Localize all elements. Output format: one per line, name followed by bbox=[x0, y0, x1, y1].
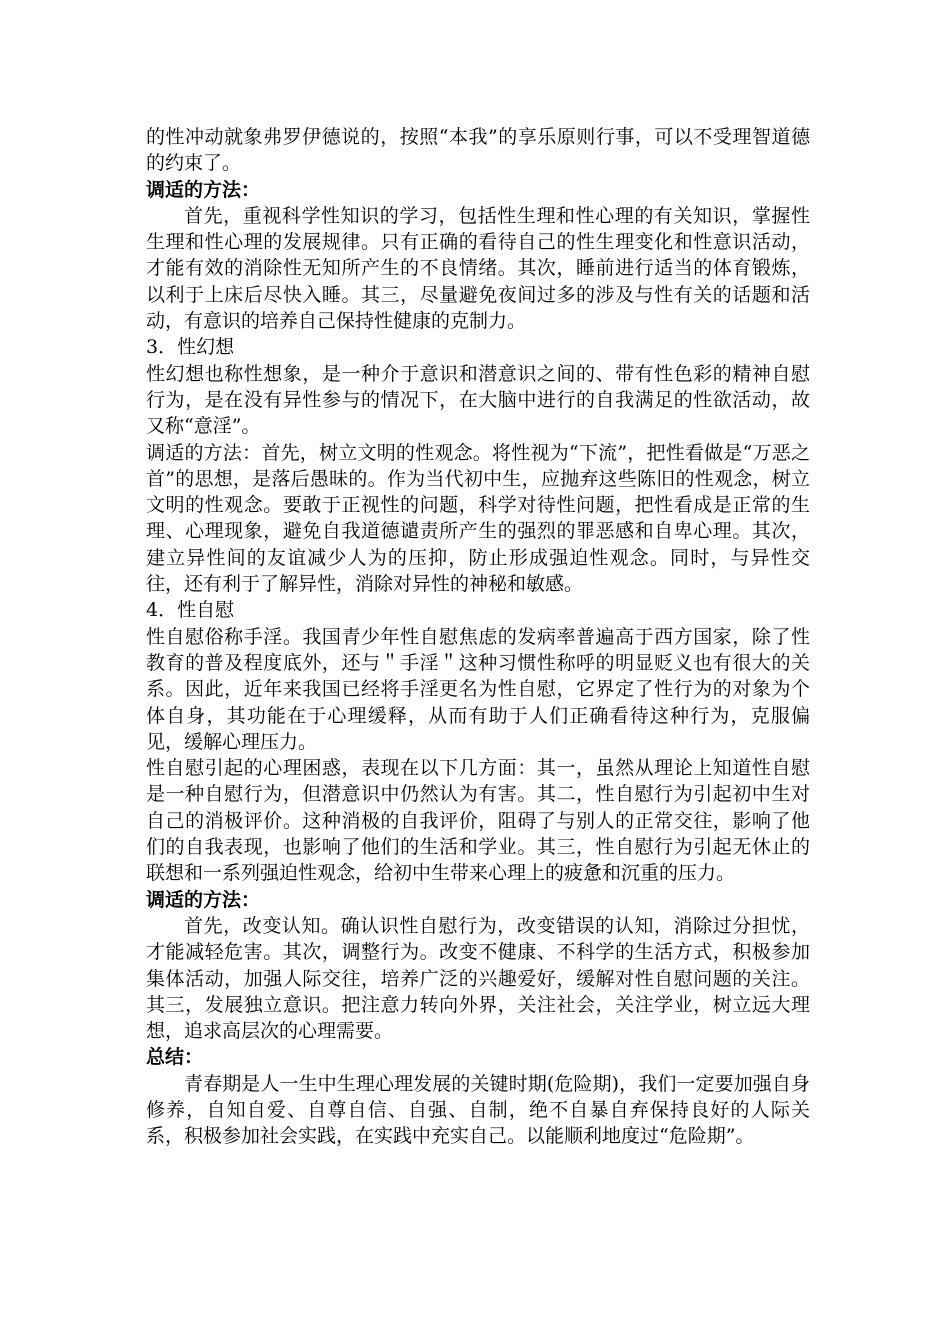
paragraph-masturbation-confusion: 性自慰引起的心理困惑，表现在以下几方面：其一，虽然从理论上知道性自慰是一种自慰行为，但潜意识中仍然认为有害。其二，性自慰行为引起初中生对自己的消极评价。这种消极的自我评价，阻碍了与别人的正常交往，影响了他们的自我表现，也影响了他们的生活和学业。其三，性自慰行为引起无休止的联想和一系列强迫性观念，给初中生带来心理上的疲惫和沉重的压力。 bbox=[146, 757, 810, 885]
section-heading-adjustment-methods: 调适的方法： bbox=[146, 178, 261, 201]
paragraph-summary: 青春期是人一生中生理心理发展的关键时期(危险期)，我们一定要加强自身修养，自知自爱、自尊自信、自强、自制，绝不自暴自弃保持良好的人际关系，积极参加社会实践，在实践中充实自己。以能顺利地度过“危险期”。 bbox=[146, 1072, 810, 1148]
paragraph-sexual-fantasy-adjustment: 调适的方法：首先，树立文明的性观念。将性视为“下流”，把性看做是“万恶之首”的思想，是落后愚昧的。作为当代初中生，应抛弃这些陈旧的性观念，树立文明的性观念。要敢于正视性的问题，科学对待性问题，把性看成是正常的生理、心理现象，避免自我道德谴责所产生的强烈的罪恶感和自卑心理。其次，建立异性间的友谊减少人为的压抑，防止形成强迫性观念。同时，与异性交往，还有利于了解异性，消除对异性的神秘和敏感。 bbox=[146, 441, 810, 596]
paragraph-adjustment-methods-2: 首先，改变认知。确认识性自慰行为，改变错误的认知，消除过分担忧，才能减轻危害。其次，调整行为。改变不健康、不科学的生活方式，积极参加集体活动，加强人际交往，培养广泛的兴趣爱好，缓解对性自慰问题的关注。其三，发展独立意识。把注意力转向外界，关注社会，关注学业，树立远大理想，追求高层次的心理需要。 bbox=[146, 914, 810, 1043]
section-title-sexual-fantasy: 3．性幻想 bbox=[146, 336, 235, 359]
paragraph-masturbation-definition: 性自慰俗称手淫。我国青少年性自慰焦虑的发病率普遍高于西方国家，除了性教育的普及程度底外，还与＂手淫＂这种习惯性称呼的明显贬义也有很大的关系。因此，近年来我国已经将手淫更名为性自慰，它界定了性行为的对象为个体自身，其功能在于心理缓释，从而有助于人们正确看待这种行为，克服偏见，缓解心理压力。 bbox=[146, 625, 810, 753]
document-page bbox=[146, 124, 810, 1150]
section-heading-summary: 总结： bbox=[146, 1046, 204, 1069]
section-title-masturbation: 4．性自慰 bbox=[146, 599, 235, 622]
section-heading-adjustment-methods-2: 调适的方法： bbox=[146, 888, 261, 911]
paragraph-sexual-fantasy-definition: 性幻想也称性想象，是一种介于意识和潜意识之间的、带有性色彩的精神自慰行为，是在没有异性参与的情况下，在大脑中进行的自我满足的性欲活动，故又称“意淫”。 bbox=[146, 362, 810, 438]
paragraph-freud-continuation: 的性冲动就象弗罗伊德说的，按照“本我”的享乐原则行事，可以不受理智道德的约束了。 bbox=[146, 126, 810, 175]
paragraph-adjustment-methods-1: 首先，重视科学性知识的学习，包括性生理和性心理的有关知识，掌握性生理和性心理的发展规律。只有正确的看待自己的性生理变化和性意识活动，才能有效的消除性无知所产生的不良情绪。其次，睡前进行适当的体育锻炼，以利于上床后尽快入睡。其三，尽量避免夜间过多的涉及与性有关的话题和活动，有意识的培养自己保持性健康的克制力。 bbox=[146, 204, 810, 333]
